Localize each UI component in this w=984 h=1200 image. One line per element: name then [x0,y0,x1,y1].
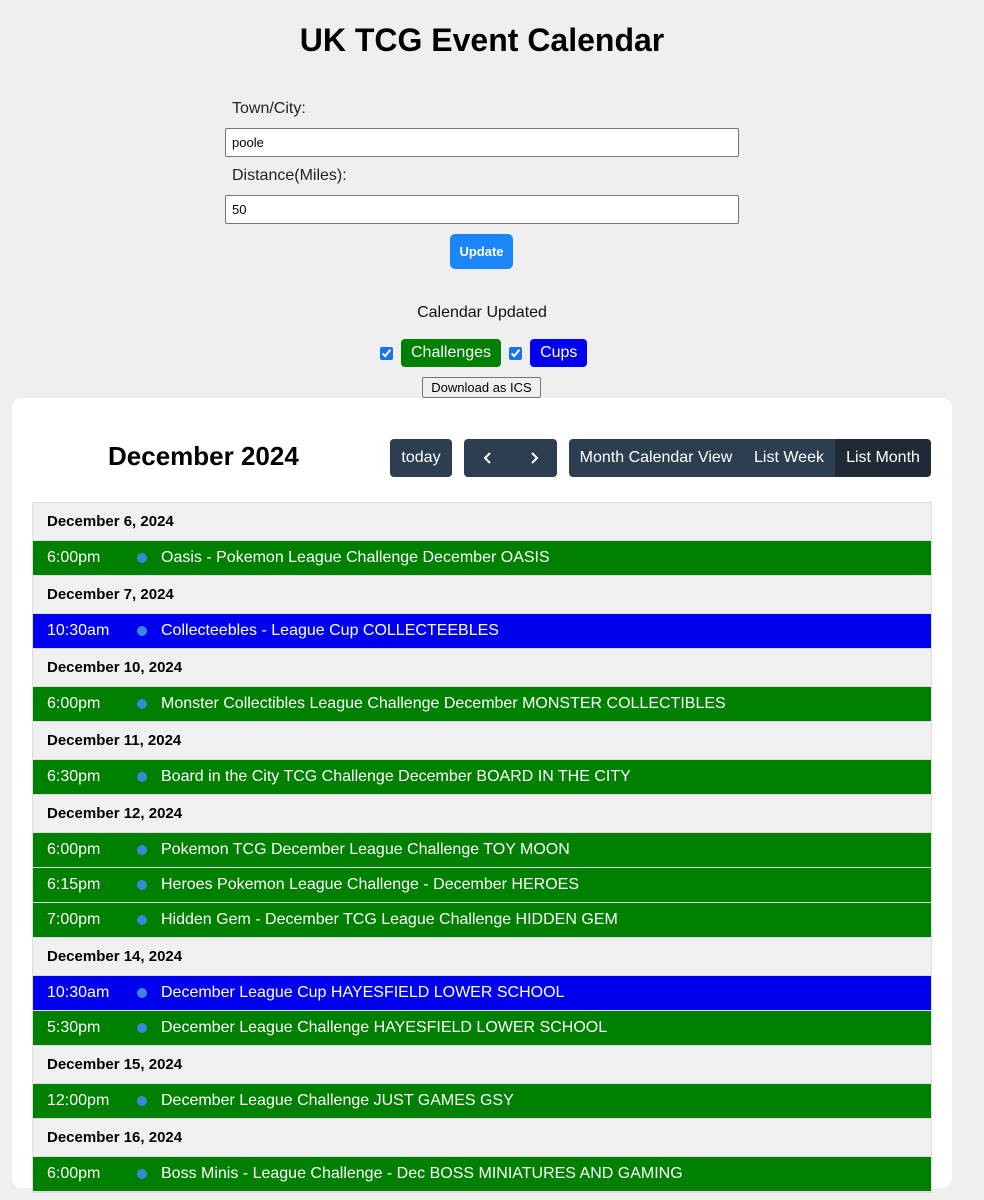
chevron-right-icon [527,451,541,465]
event-title[interactable]: Oasis - Pokemon League Challenge December OASIS [161,549,550,566]
event-row[interactable] [33,687,931,722]
page-title: UK TCG Event Calendar [299,22,665,58]
event-title[interactable]: December League Challenge JUST GAMES GSY [161,1092,514,1109]
event-row[interactable] [33,903,931,938]
event-title[interactable]: December League Cup HAYESFIELD LOWER SCHOOL [161,984,565,1001]
event-dot-icon [137,1169,147,1179]
day-header: December 11, 2024 [33,722,931,760]
event-row[interactable] [33,541,931,576]
event-time: 6:00pm [47,549,101,566]
calendar-title: December 2024 [108,441,299,471]
chevron-left-icon [481,451,495,465]
event-time: 5:30pm [47,1019,101,1036]
event-time: 6:00pm [47,841,101,858]
event-time: 10:30am [47,984,110,1001]
event-title[interactable]: Monster Collectibles League Challenge December MONSTER COLLECTIBLES [161,695,726,712]
cups-tag: Cups [530,339,587,367]
event-row[interactable] [33,976,931,1011]
day-header: December 12, 2024 [33,795,931,833]
event-title[interactable]: Hidden Gem - December TCG League Challenge HIDDEN GEM [161,911,618,928]
day-header: December 14, 2024 [33,938,931,976]
day-header: December 6, 2024 [33,503,931,541]
event-dot-icon [137,915,147,925]
event-title[interactable]: Heroes Pokemon League Challenge - December HEROES [161,876,579,893]
distance-label: Distance(Miles): [232,167,347,184]
town-label: Town/City: [232,100,306,117]
town-input[interactable] [225,128,739,157]
event-row[interactable] [33,833,931,868]
month-calendar-view-button[interactable]: Month Calendar View [569,439,743,477]
event-dot-icon [137,699,147,709]
event-row[interactable] [33,868,931,903]
event-title[interactable]: Pokemon TCG December League Challenge TOY MOON [161,841,570,858]
event-list [32,502,932,1193]
event-dot-icon [137,1096,147,1106]
status-message: Calendar Updated [417,304,547,321]
event-row[interactable] [33,1011,931,1046]
event-time: 6:00pm [47,1165,101,1182]
event-dot-icon [137,626,147,636]
event-row[interactable] [33,614,931,649]
event-title[interactable]: Collecteebles - League Cup COLLECTEEBLES [161,622,499,639]
event-dot-icon [137,845,147,855]
event-title[interactable]: Boss Minis - League Challenge - Dec BOSS MINIATURES AND GAMING [161,1165,683,1182]
cups-checkbox[interactable] [509,347,522,360]
event-row[interactable] [33,760,931,795]
event-row[interactable] [33,1084,931,1119]
event-time: 7:00pm [47,911,101,928]
event-time: 6:00pm [47,695,101,712]
challenges-checkbox[interactable] [380,347,393,360]
day-header: December 15, 2024 [33,1046,931,1084]
event-type-filters [380,339,595,367]
today-button[interactable]: today [390,439,452,477]
event-time: 6:30pm [47,768,101,785]
challenges-tag: Challenges [401,339,501,367]
event-dot-icon [137,1023,147,1033]
distance-input[interactable] [225,195,739,224]
event-dot-icon [137,988,147,998]
list-week-button[interactable]: List Week [743,439,835,477]
update-button[interactable]: Update [450,234,513,269]
event-title[interactable]: December League Challenge HAYESFIELD LOWER SCHOOL [161,1019,608,1036]
event-row[interactable] [33,1157,931,1192]
day-header: December 7, 2024 [33,576,931,614]
prev-button[interactable] [464,439,511,477]
event-dot-icon [137,772,147,782]
event-time: 6:15pm [47,876,101,893]
list-month-button[interactable]: List Month [835,439,931,477]
next-button[interactable] [511,439,557,477]
event-time: 10:30am [47,622,110,639]
day-header: December 16, 2024 [33,1119,931,1157]
event-time: 12:00pm [47,1092,110,1109]
day-header: December 10, 2024 [33,649,931,687]
event-dot-icon [137,880,147,890]
download-ics-button[interactable]: Download as ICS [422,377,541,398]
event-title[interactable]: Board in the City TCG Challenge December BOARD IN THE CITY [161,768,631,785]
event-dot-icon [137,553,147,563]
